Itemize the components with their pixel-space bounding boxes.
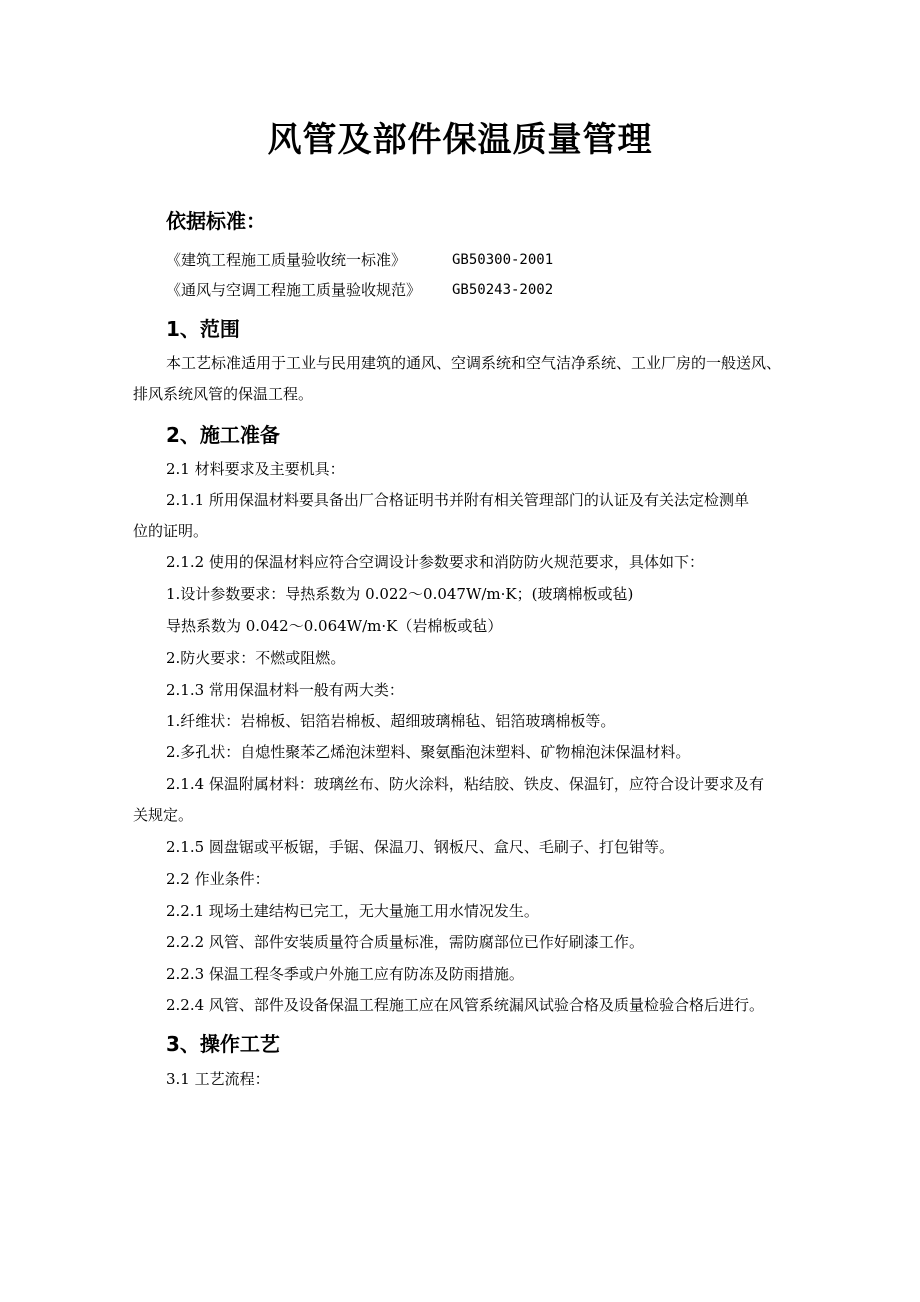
text-line: 2.2.4 风管、部件及设备保温工程施工应在风管系统漏风试验合格及质量检验合格后进行。 [166, 996, 764, 1014]
text-line: 关规定。 [133, 806, 194, 824]
scope-paragraph-line: 本工艺标准适用于工业与民用建筑的通风、空调系统和空气洁净系统、工业厂房的一般送风、 [166, 354, 782, 372]
text-line: 1.纤维状：岩棉板、铝箔岩棉板、超细玻璃棉毡、铝箔玻璃棉板等。 [166, 712, 616, 730]
text-line: 2.2.3 保温工程冬季或户外施工应有防冻及防雨措施。 [166, 965, 524, 983]
text-line: 2.多孔状：自熄性聚苯乙烯泡沫塑料、聚氨酯泡沫塑料、矿物棉泡沫保温材料。 [166, 743, 691, 761]
standard-code: GB50243-2002 [452, 282, 554, 298]
text-line: 位的证明。 [133, 522, 209, 540]
text-line: 2.2 作业条件： [166, 870, 270, 888]
standard-name: 《建筑工程施工质量验收统一标准》 [166, 251, 407, 269]
section-heading-scope: 1、范围 [166, 317, 240, 341]
text-line: 2.1.4 保温附属材料：玻璃丝布、防火涂料，粘结胶、铁皮、保温钉，应符合设计要求及有 [166, 775, 764, 793]
text-line: 3.1 工艺流程： [166, 1070, 270, 1088]
text-line: 2.1.1 所用保温材料要具备出厂合格证明书并附有相关管理部门的认证及有关法定检测单 [166, 491, 749, 509]
text-line: 1.设计参数要求：导热系数为 0.022～0.047W/m·K；(玻璃棉板或毡) [166, 585, 634, 603]
text-line: 2.1 材料要求及主要机具： [166, 460, 345, 478]
standard-name: 《通风与空调工程施工质量验收规范》 [166, 281, 422, 299]
text-line: 2.防火要求：不燃或阻燃。 [166, 649, 346, 667]
document-title: 风管及部件保温质量管理 [267, 120, 653, 160]
standard-code: GB50300-2001 [452, 252, 554, 268]
text-line: 2.1.2 使用的保温材料应符合空调设计参数要求和消防防火规范要求，具体如下： [166, 553, 704, 571]
scope-paragraph-line: 排风系统风管的保温工程。 [133, 385, 314, 403]
section-heading-preparation: 2、施工准备 [166, 423, 280, 447]
text-line: 2.1.5 圆盘锯或平板锯，手锯、保温刀、钢板尺、盒尺、毛刷子、打包钳等。 [166, 838, 674, 856]
text-line: 2.1.3 常用保温材料一般有两大类： [166, 681, 404, 699]
text-line: 2.2.2 风管、部件安装质量符合质量标准，需防腐部位已作好刷漆工作。 [166, 933, 644, 951]
text-line: 导热系数为 0.042～0.064W/m·K（岩棉板或毡） [166, 617, 503, 635]
section-heading-operation: 3、操作工艺 [166, 1032, 280, 1056]
basis-heading: 依据标准： [166, 209, 266, 233]
text-line: 2.2.1 现场土建结构已完工，无大量施工用水情况发生。 [166, 902, 539, 920]
